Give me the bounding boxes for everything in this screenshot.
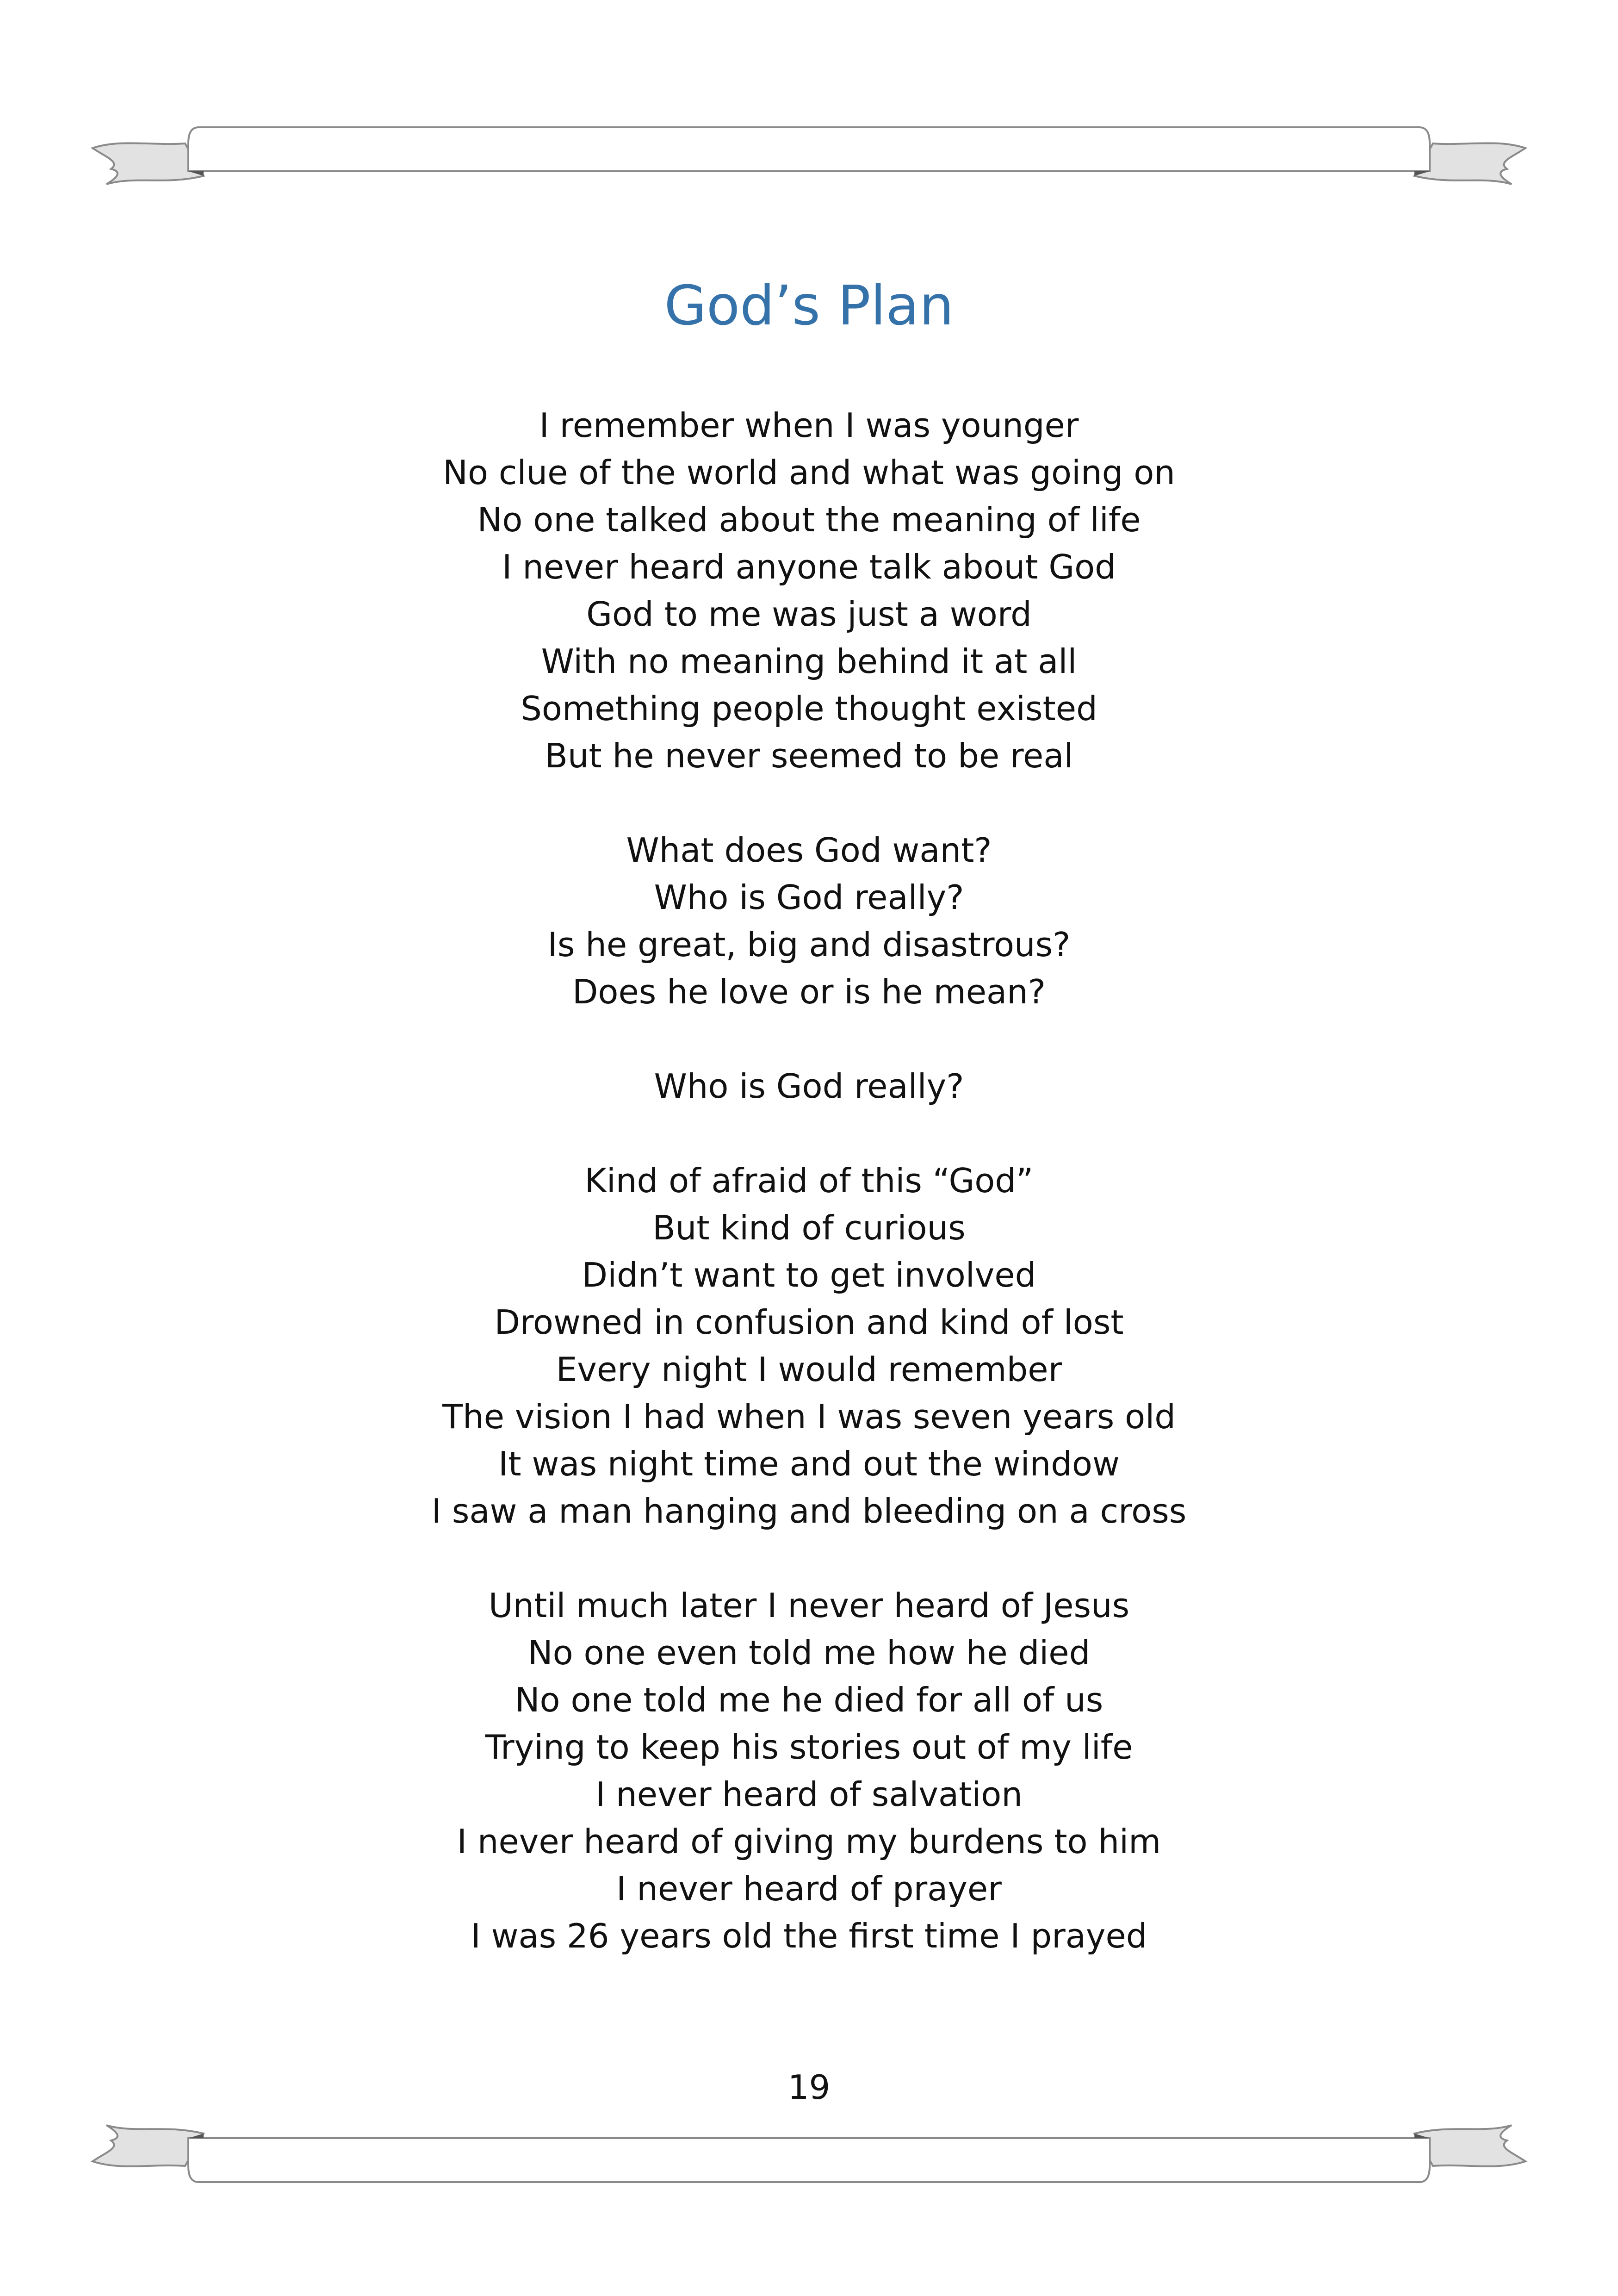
stanza-4 xyxy=(0,1157,1618,1535)
page-number: 19 xyxy=(787,2068,831,2107)
poem-line: Who is God really? xyxy=(654,878,964,917)
poem-line: Who is God really? xyxy=(654,1067,964,1106)
poem-line: I never heard anyone talk about God xyxy=(502,548,1116,586)
poem-line: I never heard of giving my burdens to him xyxy=(457,1822,1161,1861)
poem-line: I never heard of prayer xyxy=(616,1869,1002,1908)
poem-title: God’s Plan xyxy=(664,274,954,337)
poem-line: Until much later I never heard of Jesus xyxy=(488,1586,1130,1625)
poem-line: I never heard of salvation xyxy=(595,1775,1023,1814)
poem-line: But he never seemed to be real xyxy=(545,736,1073,775)
bottom-scroll-banner xyxy=(0,2101,1618,2203)
poem-line: I remember when I was younger xyxy=(539,406,1079,445)
scroll-banner-ornament xyxy=(0,2101,1618,2203)
poem-line: Every night I would remember xyxy=(556,1350,1062,1389)
stanza-5 xyxy=(0,1582,1618,1960)
poem-line: Drowned in confusion and kind of lost xyxy=(494,1303,1124,1342)
poem-line: With no meaning behind it at all xyxy=(541,642,1077,681)
poem-body xyxy=(0,402,1618,1960)
scroll-banner-ornament xyxy=(0,106,1618,208)
poem-line: Didn’t want to get involved xyxy=(582,1256,1036,1294)
poem-line: I saw a man hanging and bleeding on a cross xyxy=(431,1492,1187,1531)
stanza-3 xyxy=(0,1063,1618,1110)
stanza-1 xyxy=(0,402,1618,779)
poem-line: What does God want? xyxy=(626,831,992,870)
poem-line: Something people thought existed xyxy=(521,689,1097,728)
poem-line: But kind of curious xyxy=(652,1208,966,1247)
poem-line: It was night time and out the window xyxy=(498,1444,1120,1483)
poem-line: No one even told me how he died xyxy=(527,1633,1091,1672)
poem-line: Trying to keep his stories out of my life xyxy=(485,1728,1133,1767)
top-scroll-banner xyxy=(0,106,1618,208)
poem-line: Is he great, big and disastrous? xyxy=(547,925,1071,964)
poem-line: Does he love or is he mean? xyxy=(572,972,1046,1011)
poem-line: No one talked about the meaning of life xyxy=(477,500,1141,539)
poem-line: The vision I had when I was seven years old xyxy=(442,1397,1176,1436)
poem-line: I was 26 years old the first time I prayed xyxy=(471,1916,1147,1955)
poem-line: God to me was just a word xyxy=(586,595,1032,634)
stanza-2 xyxy=(0,827,1618,1015)
poem-line: No one told me he died for all of us xyxy=(515,1680,1103,1719)
poem-line: No clue of the world and what was going on xyxy=(443,453,1175,492)
poem-line: Kind of afraid of this “God” xyxy=(584,1161,1034,1200)
